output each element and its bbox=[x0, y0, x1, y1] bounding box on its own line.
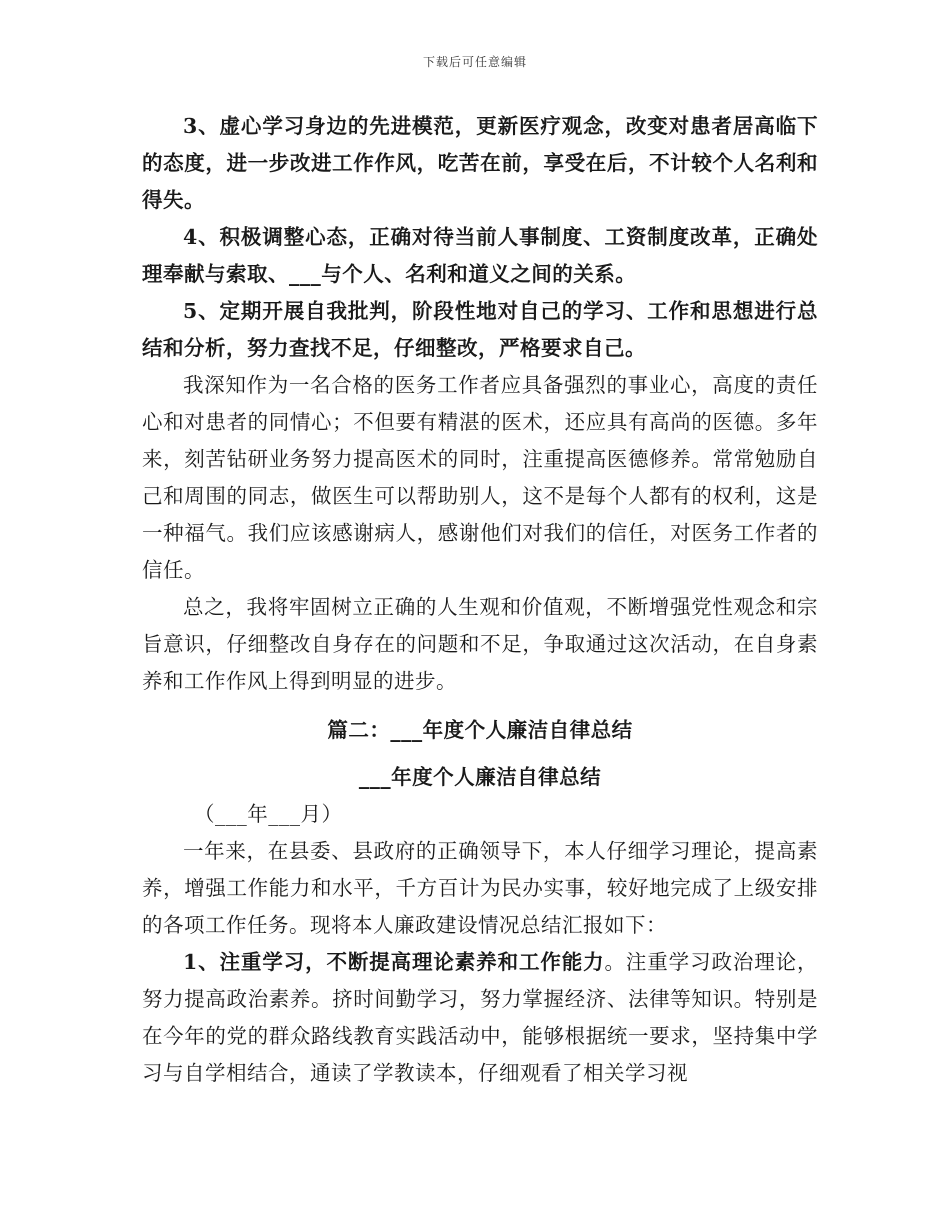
paragraph-item-4: 4、积极调整心态，正确对待当前人事制度、工资制度改革，正确处理奉献与索取、___与个人、名利和道义之间的关系。 bbox=[142, 225, 818, 286]
section-item-1 bbox=[142, 944, 818, 1092]
item-1-body: 。注重学习政治理论，努力提高政治素养。挤时间勤学习，努力掌握经济、法律等知识。特别是在今年的党的群众路线教育实践活动中，能够根据统一要求，坚持集中学习与自学相结合，通读了学教读本，仔细观看了相关学习视 bbox=[142, 950, 819, 1085]
section-date: （___年___月） bbox=[194, 802, 343, 826]
section-heading: 篇二：___年度个人廉洁自律总结 bbox=[327, 718, 633, 742]
page-header-note: 下载后可任意编辑 bbox=[422, 55, 527, 69]
section-intro: 一年来，在县委、县政府的正确领导下，本人仔细学习理论，提高素养，增强工作能力和水平，千方百计为民办实事，较好地完成了上级安排的各项工作任务。现将本人廉政建设情况总结汇报如下： bbox=[142, 839, 818, 937]
section-title: ___年度个人廉洁自律总结 bbox=[358, 765, 602, 789]
paragraph-conclusion: 总之，我将牢固树立正确的人生观和价值观，不断增强党性观念和宗旨意识，仔细整改自身存在的问题和不足，争取通过这次活动，在自身素养和工作作风上得到明显的进步。 bbox=[142, 595, 818, 693]
paragraph-item-5: 5、定期开展自我批判，阶段性地对自己的学习、工作和思想进行总结和分析，努力查找不足，仔细整改，严格要求自己。 bbox=[142, 299, 818, 360]
paragraph-medical-ethics: 我深知作为一名合格的医务工作者应具备强烈的事业心，高度的责任心和对患者的同情心；不但要有精湛的医术，还应具有高尚的医德。多年来，刻苦钻研业务努力提高医术的同时，注重提高医德修养。常常勉励自己和周围的同志，做医生可以帮助别人，这不是每个人都有的权利，这是一种福气。我们应该感谢病人，感谢他们对我们的信任，对医务工作者的信任。 bbox=[142, 373, 818, 582]
document-body bbox=[142, 108, 818, 1092]
item-1-title: 1、注重学习，不断提高理论素养和工作能力 bbox=[183, 950, 605, 974]
paragraph-item-3: 3、虚心学习身边的先进模范，更新医疗观念，改变对患者居高临下的态度，进一步改进工作作风，吃苦在前，享受在后，不计较个人名利和得失。 bbox=[142, 114, 818, 212]
